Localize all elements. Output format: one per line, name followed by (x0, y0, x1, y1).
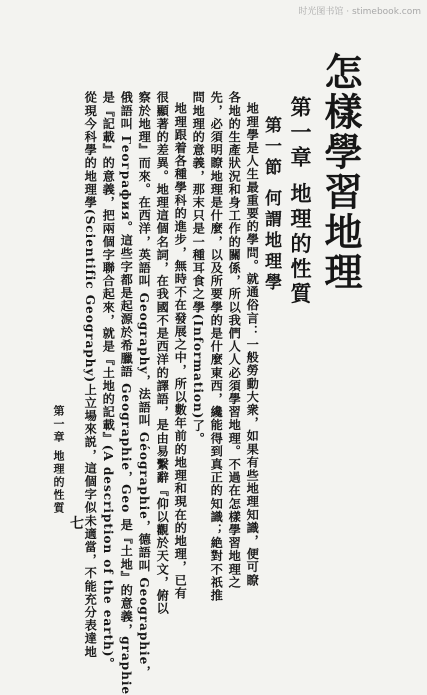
paragraph-line: 察於地理』而來。在西洋，英語叫 Geography，法語叫 Géographie，德語叫 Geographie， (137, 91, 152, 679)
section-heading: 第一節 何謂地理學 (261, 116, 281, 294)
running-head: 第一章 地理的性質 (52, 405, 65, 515)
book-title: 怎樣學習地理 (318, 52, 363, 292)
page-number: 七 (70, 516, 84, 532)
paragraph-line: 先，必須明瞭地理是什麼，以及所要學的是什麼東西，纔能得到真正的知識；絶對不祇推 (209, 91, 224, 602)
watermark: 时光图书馆 · stimebook.com (298, 7, 421, 17)
paragraph-line: 問地理的意義，那末只是一種耳食之學(Information)了。 (191, 91, 206, 446)
paragraph-line: 很顯著的差異。地理這個名詞，在我國不是西洋的譯語，是由易繫辭『仰以觀於天文，俯以 (155, 91, 170, 615)
paragraph-line: 是『記載』的意義，把兩個字聯合起來，就是『土地的記載』(A description of the earth)。 (101, 91, 116, 671)
paragraph-line: 俄語叫 География。這些字都是起源於希臘語 Geographie，Geo 是『土地』的意義，graphie (119, 91, 134, 695)
chapter-heading: 第一章 地理的性質 (288, 96, 313, 308)
paragraph-line: 地理學是人生最重要的學問。就通俗言：一般勞動大衆，如果有些地理知識，便可瞭 (245, 102, 260, 587)
paragraph-line: 從現今科學的地理學(Scientific Geography)上立場來説，這個字似未適當，不能充分表達地 (83, 91, 98, 659)
paragraph-line: 各地的生產狀況和身工作的關係，所以我們人人必須學習地理。不過在怎樣學習地理之 (227, 91, 242, 589)
paragraph-line: 地理跟着各種學科的進步，無時不在發展之中，所以數年前的地理和現在的地理，已有 (173, 102, 188, 600)
